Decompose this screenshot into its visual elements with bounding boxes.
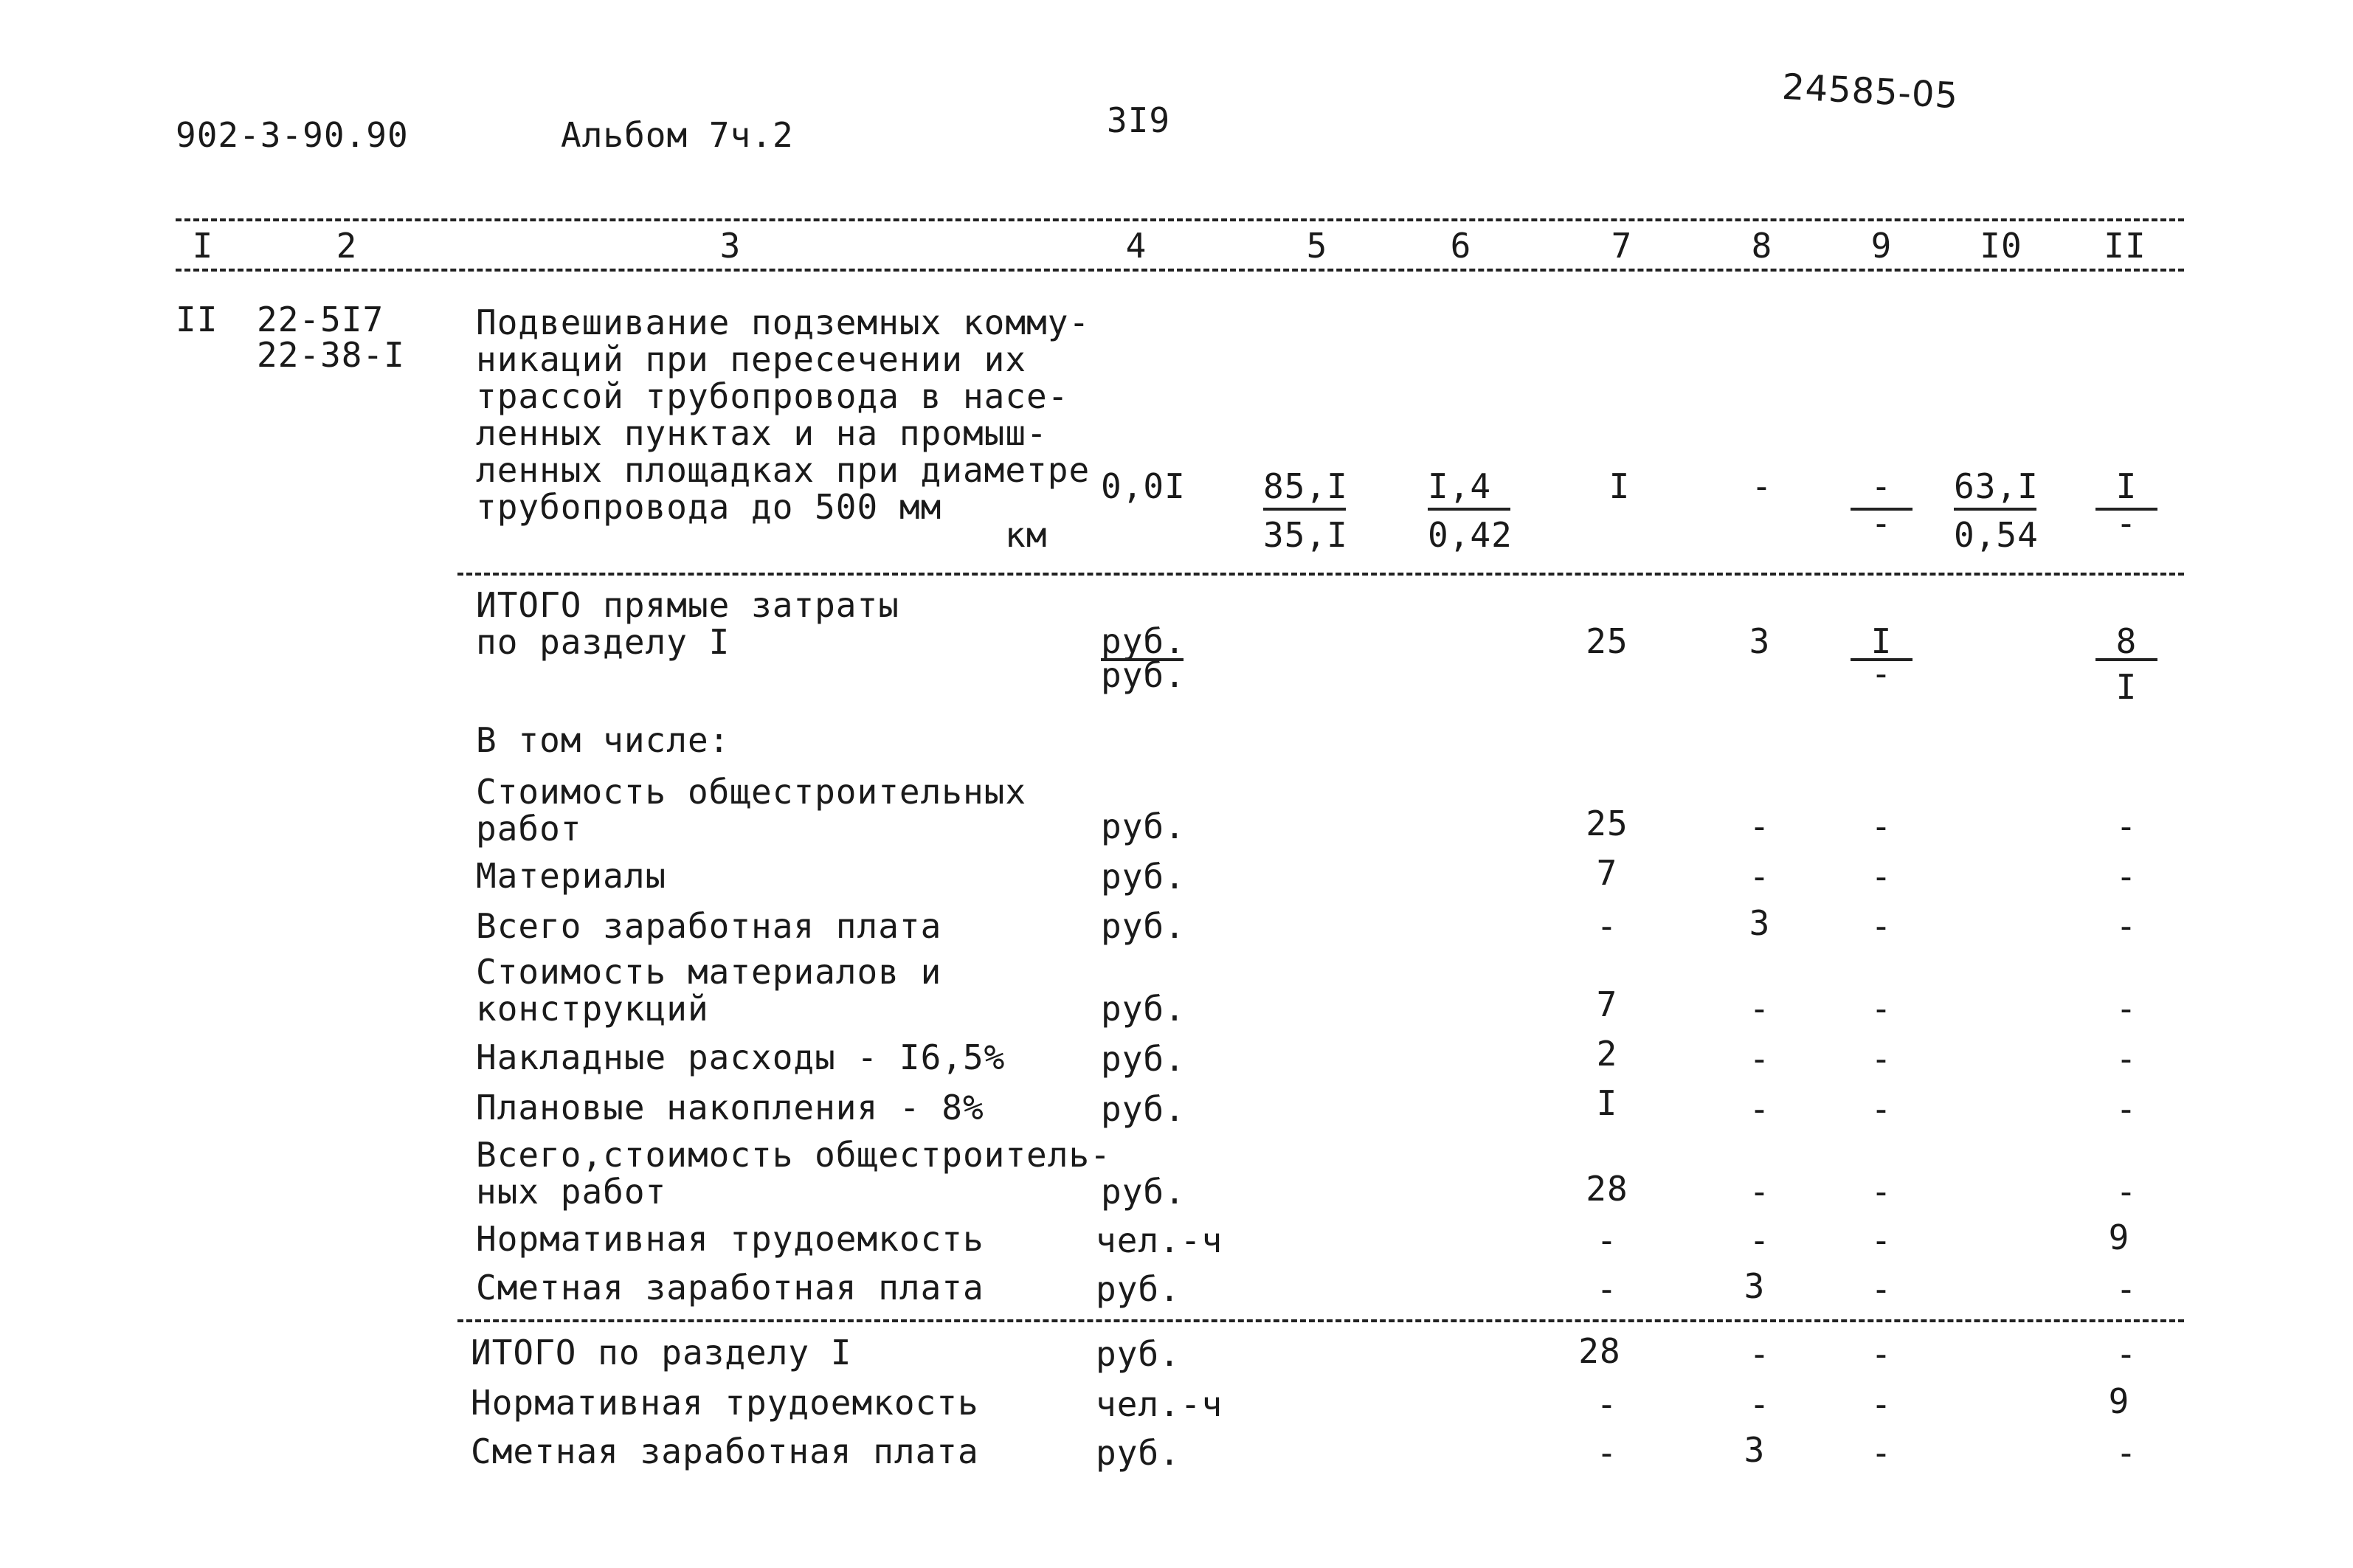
row-col7: I xyxy=(1596,1083,1618,1123)
row-col9: - xyxy=(1870,1269,1893,1309)
subtotal-col9-top: I xyxy=(1870,621,1893,661)
column-header-3: 3 xyxy=(719,226,742,266)
column-header-8: 8 xyxy=(1751,226,1773,266)
section-rule xyxy=(457,1319,2184,1322)
column-header-1: I xyxy=(192,226,214,266)
row-col7: - xyxy=(1596,1269,1618,1309)
row-col7: - xyxy=(1596,906,1618,946)
row-label: Всего заработная плата xyxy=(476,906,942,946)
row-label: ИТОГО по разделу I xyxy=(471,1333,852,1372)
fraction-bar xyxy=(1954,508,2036,511)
row-col7: 28 xyxy=(1578,1331,1621,1371)
column-header-6: 6 xyxy=(1450,226,1472,266)
row-col9: - xyxy=(1870,857,1893,897)
row-col8: - xyxy=(1749,1334,1771,1374)
row-col7: 25 xyxy=(1586,804,1628,843)
item-col6-top: I,4 xyxy=(1428,466,1492,506)
item-col8: - xyxy=(1751,466,1773,506)
row-unit: руб. xyxy=(1101,1089,1186,1129)
row-col9: - xyxy=(1870,906,1893,946)
item-col10-top: 63,I xyxy=(1954,466,2039,506)
row-col8: - xyxy=(1749,989,1771,1029)
section-rule xyxy=(457,573,2184,576)
item-description: Подвешивание подземных комму- никаций при пересечении их трассой трубопровода в насе- ленных пунктах и на промыш- ленных площадках при диаметре трубопровода до 500 мм xyxy=(476,303,1091,527)
item-col5-bottom: 35,I xyxy=(1263,515,1348,555)
column-header-9: 9 xyxy=(1870,226,1893,266)
row-col9: - xyxy=(1870,1384,1893,1424)
row-col11: - xyxy=(2115,1334,2138,1374)
item-col7: I xyxy=(1609,466,1631,506)
row-col8: - xyxy=(1749,1220,1771,1260)
row-col7: - xyxy=(1596,1433,1618,1473)
page-number: 3I9 xyxy=(1107,100,1171,140)
row-col7: 7 xyxy=(1596,984,1618,1024)
including-label: В том числе: xyxy=(476,720,730,760)
row-col11: 9 xyxy=(2108,1381,2130,1421)
row-col7: 2 xyxy=(1596,1034,1618,1074)
row-unit: руб. xyxy=(1101,1039,1186,1079)
subtotal-col11-top: 8 xyxy=(2115,621,2138,661)
row-col11: - xyxy=(2115,989,2138,1029)
row-col9: - xyxy=(1870,1172,1893,1212)
row-unit: руб. xyxy=(1096,1334,1181,1374)
row-col9: - xyxy=(1870,1334,1893,1374)
item-col5-top: 85,I xyxy=(1263,466,1348,506)
row-col8: 3 xyxy=(1744,1430,1766,1470)
item-code-secondary: 22-38-I xyxy=(257,335,405,375)
row-col11: - xyxy=(2115,857,2138,897)
row-col11: - xyxy=(2115,807,2138,846)
row-label: Нормативная трудоемкость xyxy=(471,1383,979,1423)
subtotal-unit-top: руб. xyxy=(1101,621,1186,661)
header-bottom-rule xyxy=(176,269,2184,272)
row-unit: руб. xyxy=(1096,1269,1181,1309)
row-col8: - xyxy=(1749,1172,1771,1212)
row-col9: - xyxy=(1870,1220,1893,1260)
subtotal-label: ИТОГО прямые затраты по разделу I xyxy=(476,585,899,662)
row-col9: - xyxy=(1870,989,1893,1029)
subtotal-col8: 3 xyxy=(1749,621,1771,661)
row-label: Нормативная трудоемкость xyxy=(476,1219,984,1259)
row-label: Плановые накопления - 8% xyxy=(476,1088,984,1127)
item-number: II xyxy=(176,300,218,339)
column-header-5: 5 xyxy=(1306,226,1328,266)
subtotal-col9-bottom: - xyxy=(1870,654,1893,694)
row-label: Сметная заработная плата xyxy=(476,1268,984,1308)
document-code: 902-3-90.90 xyxy=(176,115,409,155)
row-col8: - xyxy=(1749,1039,1771,1079)
row-col11: - xyxy=(2115,1089,2138,1129)
row-unit: руб. xyxy=(1096,1433,1181,1473)
row-col9: - xyxy=(1870,1039,1893,1079)
row-label: Всего,стоимость общестроитель- ных работ xyxy=(476,1135,1111,1212)
column-header-7: 7 xyxy=(1611,226,1633,266)
item-col11-bottom: - xyxy=(2115,503,2138,543)
row-unit: руб. xyxy=(1101,1172,1186,1212)
row-col9: - xyxy=(1870,1089,1893,1129)
row-col11: - xyxy=(2115,1269,2138,1309)
fraction-bar xyxy=(2095,658,2157,661)
row-label: Стоимость материалов и конструкций xyxy=(476,952,942,1029)
item-col9-bottom: - xyxy=(1870,503,1893,543)
item-col11-top: I xyxy=(2115,466,2138,506)
row-col9: - xyxy=(1870,807,1893,846)
row-col8: - xyxy=(1749,1089,1771,1129)
column-header-11: II xyxy=(2104,226,2146,266)
subtotal-col11-bottom: I xyxy=(2115,667,2138,707)
column-header-2: 2 xyxy=(336,226,358,266)
row-label: Накладные расходы - I6,5% xyxy=(476,1037,1006,1077)
row-col7: 28 xyxy=(1586,1169,1628,1209)
item-col10-bottom: 0,54 xyxy=(1954,515,2039,555)
row-col11: - xyxy=(2115,1039,2138,1079)
row-label: Стоимость общестроительных работ xyxy=(476,772,1027,849)
row-col7: - xyxy=(1596,1384,1618,1424)
row-col7: - xyxy=(1596,1220,1618,1260)
row-unit: руб. xyxy=(1101,989,1186,1029)
row-label: Материалы xyxy=(476,856,667,896)
row-col7: 7 xyxy=(1596,853,1618,893)
item-col6-bottom: 0,42 xyxy=(1428,515,1513,555)
item-quantity: 0,0I xyxy=(1101,466,1186,506)
album-label: Альбом 7ч.2 xyxy=(561,115,794,155)
row-col8: - xyxy=(1749,807,1771,846)
fraction-bar xyxy=(1263,508,1346,511)
row-unit: руб. xyxy=(1101,807,1186,846)
item-col9-top: - xyxy=(1870,466,1893,506)
subtotal-col7: 25 xyxy=(1586,621,1628,661)
row-col8: - xyxy=(1749,1384,1771,1424)
row-col11: - xyxy=(2115,906,2138,946)
column-header-10: I0 xyxy=(1980,226,2022,266)
row-unit: руб. xyxy=(1101,857,1186,897)
row-col11: 9 xyxy=(2108,1218,2130,1257)
row-col11: - xyxy=(2115,1172,2138,1212)
row-col11: - xyxy=(2115,1433,2138,1473)
fraction-bar xyxy=(1428,508,1510,511)
archive-stamp: 24585-05 xyxy=(1780,66,1960,117)
subtotal-unit-bottom: руб. xyxy=(1101,655,1186,695)
row-unit: руб. xyxy=(1101,906,1186,946)
item-unit: км xyxy=(1005,515,1048,555)
row-col8: - xyxy=(1749,857,1771,897)
header-top-rule xyxy=(176,218,2184,221)
row-label: Сметная заработная плата xyxy=(471,1431,979,1471)
row-unit: чел.-ч xyxy=(1096,1220,1223,1260)
row-col8: 3 xyxy=(1744,1266,1766,1306)
row-col9: - xyxy=(1870,1433,1893,1473)
item-code-primary: 22-5I7 xyxy=(257,300,384,339)
row-unit: чел.-ч xyxy=(1096,1384,1223,1424)
row-col8: 3 xyxy=(1749,903,1771,943)
column-header-4: 4 xyxy=(1125,226,1147,266)
